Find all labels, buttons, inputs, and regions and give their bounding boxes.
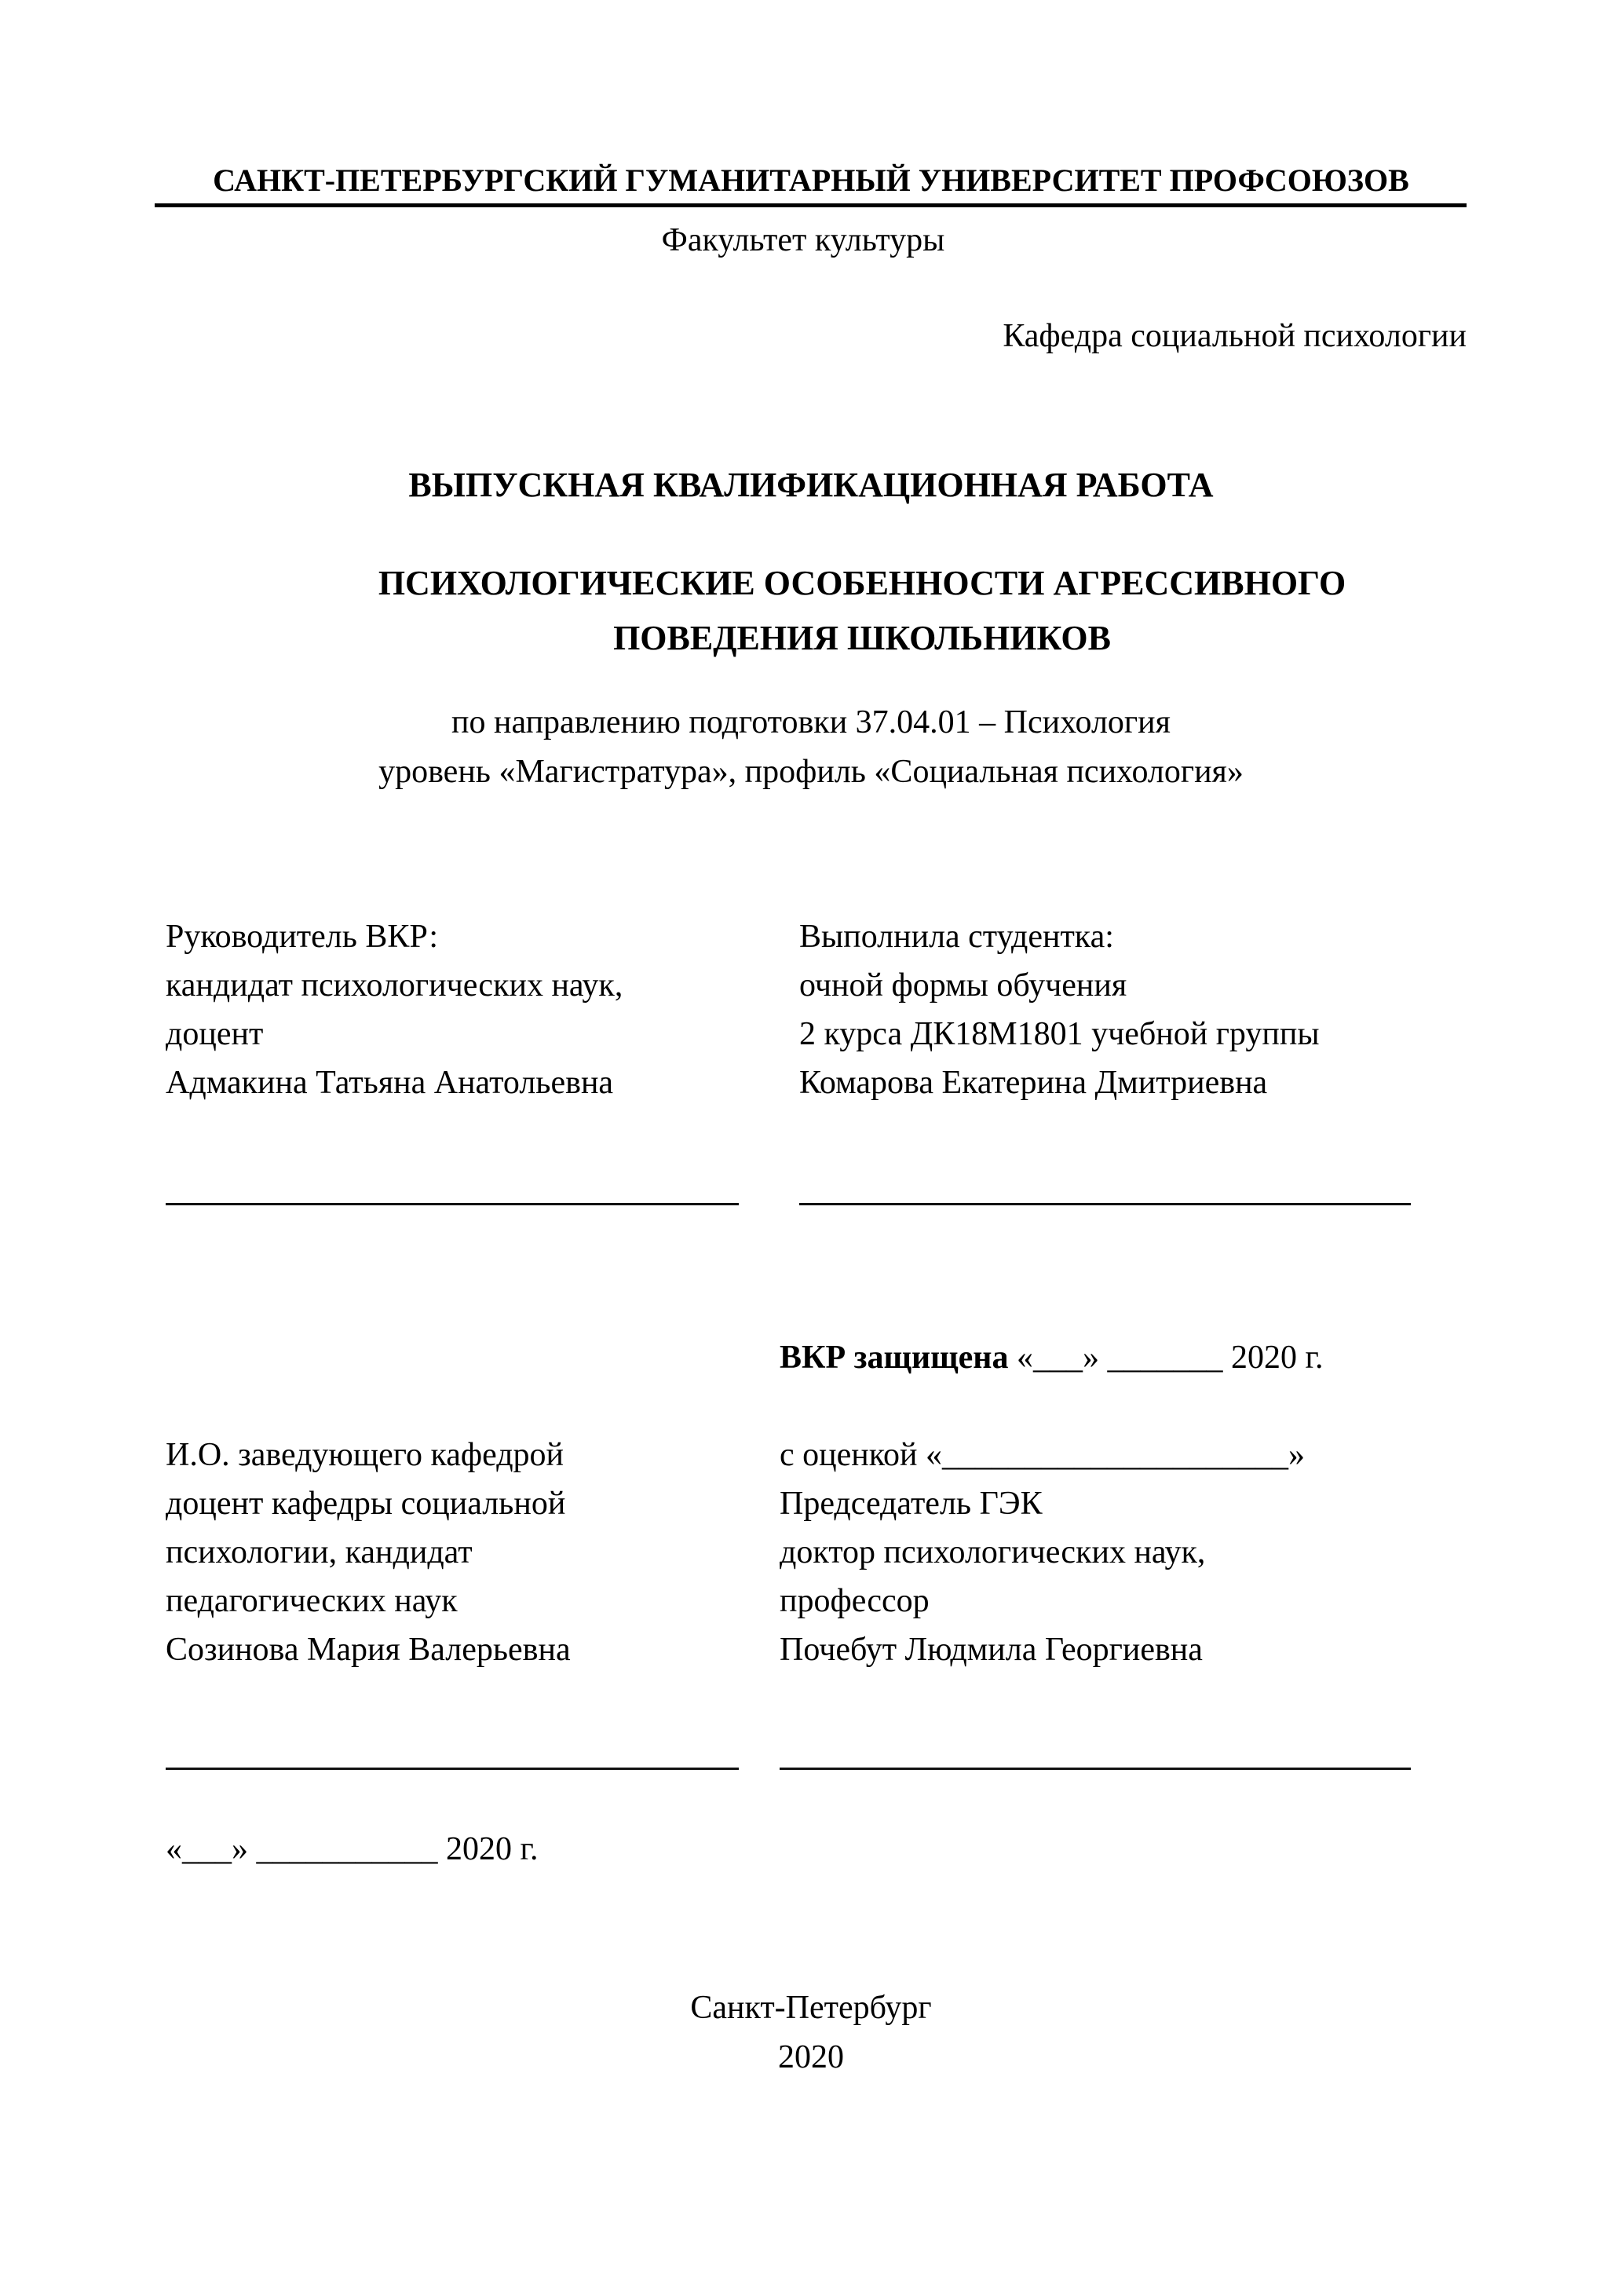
chair-title: профессор (780, 1583, 930, 1619)
commission-block (780, 1431, 1305, 1674)
thesis-topic (102, 556, 1622, 666)
department-name: Кафедра социальной психологии (1003, 318, 1467, 354)
defense-date-line (780, 1333, 1323, 1382)
year: 2020 (778, 2039, 844, 2075)
grade-line: с оценкой «_____________________» (780, 1437, 1305, 1473)
head-degree: педагогических наук (166, 1583, 458, 1619)
city: Санкт-Петербург (690, 1990, 932, 2026)
supervisor-label: Руководитель ВКР: (166, 919, 439, 955)
head-title-line-2: психологии, кандидат (166, 1534, 473, 1570)
chair-degree: доктор психологических наук, (780, 1534, 1206, 1570)
head-signature-date: «___» ___________ 2020 г. (166, 1831, 539, 1867)
supervisor-degree: кандидат психологических наук, (166, 967, 623, 1004)
head-title-line-1: доцент кафедры социальной (166, 1486, 566, 1522)
head-of-department-block (166, 1431, 571, 1674)
defense-label: ВКР защищена (780, 1340, 1009, 1376)
student-study-form: очной формы обучения (799, 967, 1127, 1004)
footer (0, 1983, 1622, 2082)
head-name: Созинова Мария Валерьевна (166, 1632, 571, 1668)
head-signature-line (166, 1768, 739, 1770)
thesis-topic-line: ПСИХОЛОГИЧЕСКИЕ ОСОБЕННОСТИ АГРЕССИВНОГО (378, 564, 1346, 602)
work-type-heading: ВЫПУСКНАЯ КВАЛИФИКАЦИОННАЯ РАБОТА (408, 466, 1214, 504)
faculty-name: Факультет культуры (661, 222, 945, 258)
student-label: Выполнила студентка: (799, 919, 1114, 955)
student-name: Комарова Екатерина Дмитриевна (799, 1065, 1268, 1101)
supervisor-title: доцент (166, 1016, 264, 1052)
university-name: САНКТ-ПЕТЕРБУРГСКИЙ ГУМАНИТАРНЫЙ УНИВЕРСИТЕТ ПРОФСОЮЗОВ (213, 163, 1409, 198)
direction-line: по направлению подготовки 37.04.01 – Психология (451, 704, 1171, 740)
student-group: 2 курса ДК18М1801 учебной группы (799, 1016, 1320, 1052)
supervisor-name: Адмакина Татьяна Анатольевна (166, 1065, 614, 1101)
defense-date-blank: «___» _______ 2020 г. (1008, 1340, 1324, 1376)
chair-position: Председатель ГЭК (780, 1486, 1043, 1522)
head-position: И.О. заведующего кафедрой (166, 1437, 564, 1473)
student-signature-line (799, 1203, 1411, 1205)
supervisor-signature-line (166, 1203, 739, 1205)
chair-signature-line (780, 1768, 1411, 1770)
supervisor-block (166, 912, 623, 1107)
thesis-topic-line: ПОВЕДЕНИЯ ШКОЛЬНИКОВ (613, 619, 1111, 657)
student-block (799, 912, 1320, 1107)
header-rule (155, 203, 1467, 207)
chair-name: Почебут Людмила Георгиевна (780, 1632, 1203, 1668)
study-direction (0, 698, 1622, 797)
level-profile-line: уровень «Магистратура», профиль «Социальная психология» (378, 754, 1244, 790)
